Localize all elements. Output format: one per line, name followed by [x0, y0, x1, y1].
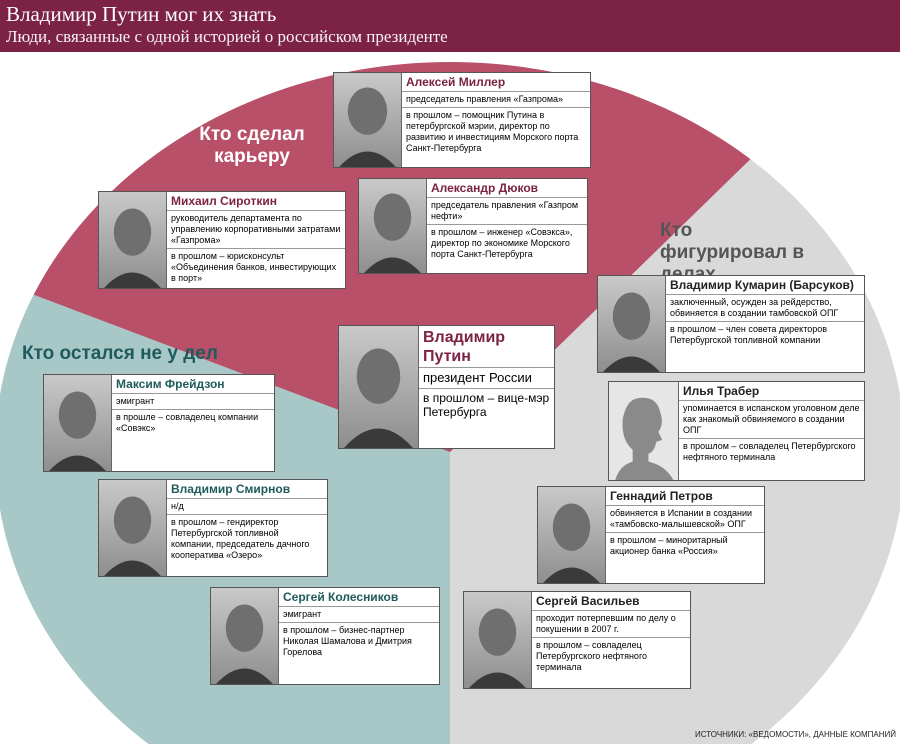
role-putin: президент России	[419, 368, 554, 389]
photo-sirotkin	[99, 192, 167, 289]
sources-note: ИСТОЧНИКИ: «ВЕДОМОСТИ», ДАННЫЕ КОМПАНИЙ	[694, 730, 896, 739]
role-kumarin: заключенный, осужден за рейдерство, обвиняется в создании тамбовской ОПГ	[666, 295, 864, 322]
name-kolesnikov: Сергей Колесников	[279, 588, 439, 607]
card-dyukov	[358, 178, 588, 274]
photo-petrov	[538, 487, 606, 584]
past-vasiliev: в прошлом – совладелец Петербургского нефтяного терминала	[536, 640, 648, 672]
photo-traber-silhouette	[609, 382, 679, 481]
past-kolesnikov: в прошлом – бизнес-партнер Николая Шамалова и Дмитрия Горелова	[283, 625, 412, 657]
photo-dyukov	[359, 179, 427, 274]
card-smirnov	[98, 479, 328, 577]
role-dyukov: председатель правления «Газпром нефти»	[427, 198, 587, 225]
card-miller	[333, 72, 591, 168]
card-petrov	[537, 486, 765, 584]
role-traber: упоминается в испанском уголовном деле как знакомый обвиняемого в создании ОПГ	[679, 401, 864, 439]
past-miller: в прошлом – помощник Путина в петербургской мэрии, директор по развитию и инвестициям Морского порта Санкт-Петербурга	[406, 110, 579, 153]
name-traber: Илья Трабер	[679, 382, 864, 401]
name-freidzon: Максим Фрейдзон	[112, 375, 274, 394]
past-freidzon: в прошле – совладелец компании «Совэкс»	[116, 412, 259, 433]
photo-kolesnikov	[211, 588, 279, 685]
role-freidzon: эмигрант	[112, 394, 274, 410]
name-miller: Алексей Миллер	[402, 73, 590, 92]
card-putin	[338, 325, 555, 449]
card-kumarin	[597, 275, 865, 373]
header-bar	[0, 0, 900, 52]
past-dyukov: в прошлом – инженер «Совэкса», директор по экономике Морского порта Санкт-Петербурга	[431, 227, 573, 259]
page-subtitle: Люди, связанные с одной историей о российском президенте	[6, 27, 448, 46]
photo-miller	[334, 73, 402, 168]
photo-vasiliev	[464, 592, 532, 689]
photo-freidzon	[44, 375, 112, 472]
section-label-out: Кто остался не у дел	[22, 343, 218, 364]
name-sirotkin: Михаил Сироткин	[167, 192, 345, 211]
name-putin: Владимир Путин	[419, 326, 554, 368]
name-vasiliev: Сергей Васильев	[532, 592, 690, 611]
photo-smirnov	[99, 480, 167, 577]
name-petrov: Геннадий Петров	[606, 487, 764, 506]
role-smirnov: н/д	[167, 499, 327, 515]
photo-putin	[339, 326, 419, 449]
card-freidzon	[43, 374, 275, 472]
name-dyukov: Александр Дюков	[427, 179, 587, 198]
past-kumarin: в прошлом – член совета директоров Петербургской топливной компании	[670, 324, 828, 345]
past-smirnov: в прошлом – гендиректор Петербургской топливной компании, председатель дачного кооператива «Озеро»	[171, 517, 310, 560]
section-label-career: Кто сделал карьеру	[199, 124, 305, 167]
page-title: Владимир Путин мог их знать	[6, 2, 277, 26]
card-vasiliev	[463, 591, 691, 689]
role-vasiliev: проходит потерпевшим по делу о покушении в 2007 г.	[532, 611, 690, 638]
past-traber: в прошлом – совладелец Петербургского нефтяного терминала	[683, 441, 856, 462]
section-label-cases: Кто фигурировал в	[660, 220, 805, 263]
card-traber	[608, 381, 865, 481]
card-kolesnikov	[210, 587, 440, 685]
past-putin: в прошлом – вице-мэр Петербурга	[423, 391, 550, 419]
photo-kumarin	[598, 276, 666, 373]
past-sirotkin: в прошлом – юрисконсульт «Объединения банков, инвестирующих в порт»	[171, 251, 337, 283]
role-petrov: обвиняется в Испании в создании «тамбовско-малышевской» ОПГ	[606, 506, 764, 533]
role-miller: председатель правления «Газпрома»	[402, 92, 590, 108]
role-sirotkin: руководитель департамента по управлению корпоративными затратами «Газпрома»	[167, 211, 345, 249]
role-kolesnikov: эмигрант	[279, 607, 439, 623]
name-kumarin: Владимир Кумарин (Барсуков)	[666, 276, 864, 295]
past-petrov: в прошлом – миноритарный акционер банка «Россия»	[610, 535, 728, 556]
card-sirotkin	[98, 191, 346, 289]
name-smirnov: Владимир Смирнов	[167, 480, 327, 499]
